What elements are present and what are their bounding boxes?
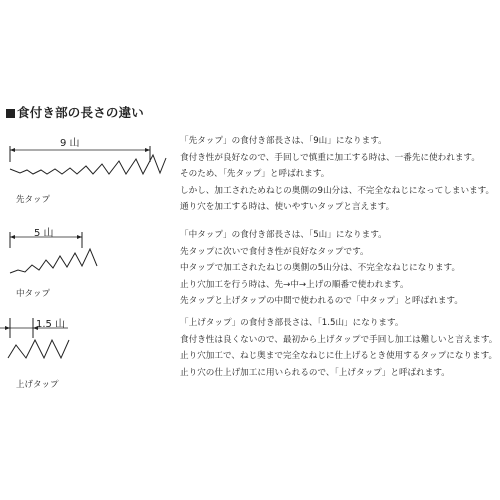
dimension-label-final: 1.5 山 <box>36 319 66 330</box>
dimension-label-first: 9 山 <box>60 138 80 149</box>
thread-profile-middle <box>10 249 97 273</box>
tap-label-final: 上げタップ <box>16 380 59 390</box>
dimension-arrow-right <box>145 148 150 152</box>
description-line: 食付き性が良好なので、手回しで慎重に加工する時は、一番先に使われます。 <box>180 152 480 163</box>
thread-profile-final <box>8 340 69 358</box>
description-final <box>180 315 497 381</box>
tap-section-final <box>0 308 500 388</box>
description-line: そのため、「先タップ」と呼ばれます。 <box>180 169 330 179</box>
thread-profile-first <box>10 155 166 174</box>
description-line: 止り穴加工を行う時は、先→中→上げの順番で使われます。 <box>180 279 409 290</box>
description-line: 先タップに次いで食付き性が良好なタップです。 <box>180 246 369 257</box>
description-line: 通り穴を加工する時は、使いやすいタップと言えます。 <box>180 202 395 212</box>
description-line: 止り穴加工で、ねじ奥まで完全なねじに仕上げるとき使用するタップになります。 <box>180 351 498 361</box>
description-line: 止り穴の仕上げ加工に用いられるので、「上げタップ」と呼ばれます。 <box>180 367 450 378</box>
tap-label-first: 先タップ <box>16 195 51 205</box>
description-middle <box>180 227 463 310</box>
section-heading <box>6 103 144 121</box>
tap-section-first <box>0 126 500 212</box>
square-bullet-icon <box>6 109 15 118</box>
description-line: 中タップで加工されたねじの奥側の5山分は、不完全なねじになります。 <box>180 263 461 273</box>
description-line: 「先タップ」の食付き部長さは、「9山」になります。 <box>180 136 387 146</box>
dimension-label-middle: 5 山 <box>34 228 54 239</box>
description-line: しかし、加工されためねじの奥側の9山分は、不完全なねじになってしまいます。 <box>180 185 495 196</box>
description-first <box>180 133 494 216</box>
dimension-arrow-left <box>10 235 15 239</box>
tap-label-middle: 中タップ <box>16 289 51 299</box>
dimension-arrow-left <box>5 326 10 330</box>
final-tap-diagram <box>0 308 175 388</box>
description-line: 「中タップ」の食付き部長さは、「5山」になります。 <box>180 230 387 240</box>
description-line: 先タップと上げタップの中間で使われるので「中タップ」と呼ばれます。 <box>180 296 463 306</box>
dimension-arrow-left <box>10 148 15 152</box>
tap-section-middle <box>0 220 500 306</box>
description-line: 「上げタップ」の食付き部長さは、「1.5山」になります。 <box>180 318 404 328</box>
dimension-arrow-right <box>77 235 82 239</box>
heading-text: 食付き部の長さの違い <box>17 105 145 120</box>
description-line: 食付き性は良くないので、最初から上げタップで手回し加工は難しいと言えます。 <box>180 334 498 345</box>
